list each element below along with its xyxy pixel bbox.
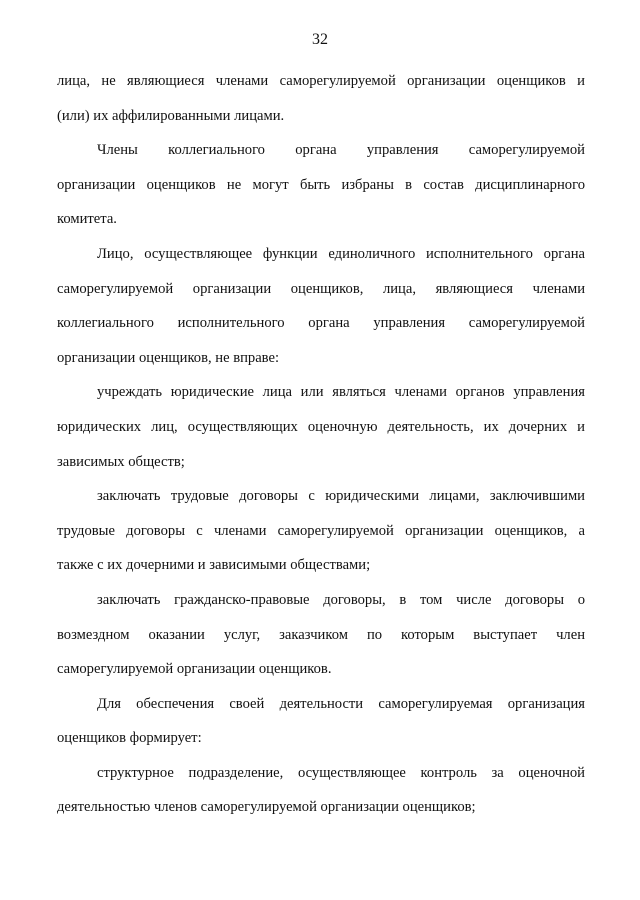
text-line-13: заключать трудовые договоры с юридическими лицами, заключившими [97, 488, 585, 505]
text-line-7: саморегулируемой организации оценщиков, лица, являющиеся членами [57, 280, 585, 297]
text-line-9: организации оценщиков, не вправе: [57, 349, 280, 366]
text-line-20: оценщиков формирует: [57, 730, 202, 747]
text-line-8: коллегиального исполнительного органа управления саморегулируемой [57, 315, 585, 332]
text-line-18: саморегулируемой организации оценщиков. [57, 661, 332, 678]
text-line-22: деятельностью членов саморегулируемой организации оценщиков; [57, 799, 476, 816]
text-line-16: заключать гражданско-правовые договоры, в том числе договоры о [97, 591, 585, 608]
text-line-4: организации оценщиков не могут быть избраны в состав дисциплинарного [57, 176, 585, 193]
text-line-12: зависимых обществ; [57, 453, 185, 470]
body-text [57, 64, 585, 825]
text-line-15: также с их дочерними и зависимыми обществами; [57, 557, 371, 574]
text-line-17: возмездном оказании услуг, заказчиком по которым выступает член [57, 626, 585, 643]
text-line-3: Члены коллегиального органа управления саморегулируемой [97, 142, 585, 159]
text-line-11: юридических лиц, осуществляющих оценочную деятельность, их дочерних и [57, 418, 585, 435]
text-line-19: Для обеспечения своей деятельности саморегулируемая организация [97, 695, 585, 712]
text-line-2: (или) их аффилированными лицами. [57, 107, 285, 124]
page-number: 32 [312, 31, 328, 48]
text-line-5: комитета. [57, 211, 117, 228]
text-line-10: учреждать юридические лица или являться членами органов управления [97, 384, 585, 401]
text-line-14: трудовые договоры с членами саморегулируемой организации оценщиков, а [57, 522, 585, 539]
text-line-1: лица, не являющиеся членами саморегулируемой организации оценщиков и [57, 73, 585, 89]
text-line-21: структурное подразделение, осуществляющее контроль за оценочной [97, 764, 585, 781]
text-line-6: Лицо, осуществляющее функции единоличного исполнительного органа [97, 245, 585, 262]
